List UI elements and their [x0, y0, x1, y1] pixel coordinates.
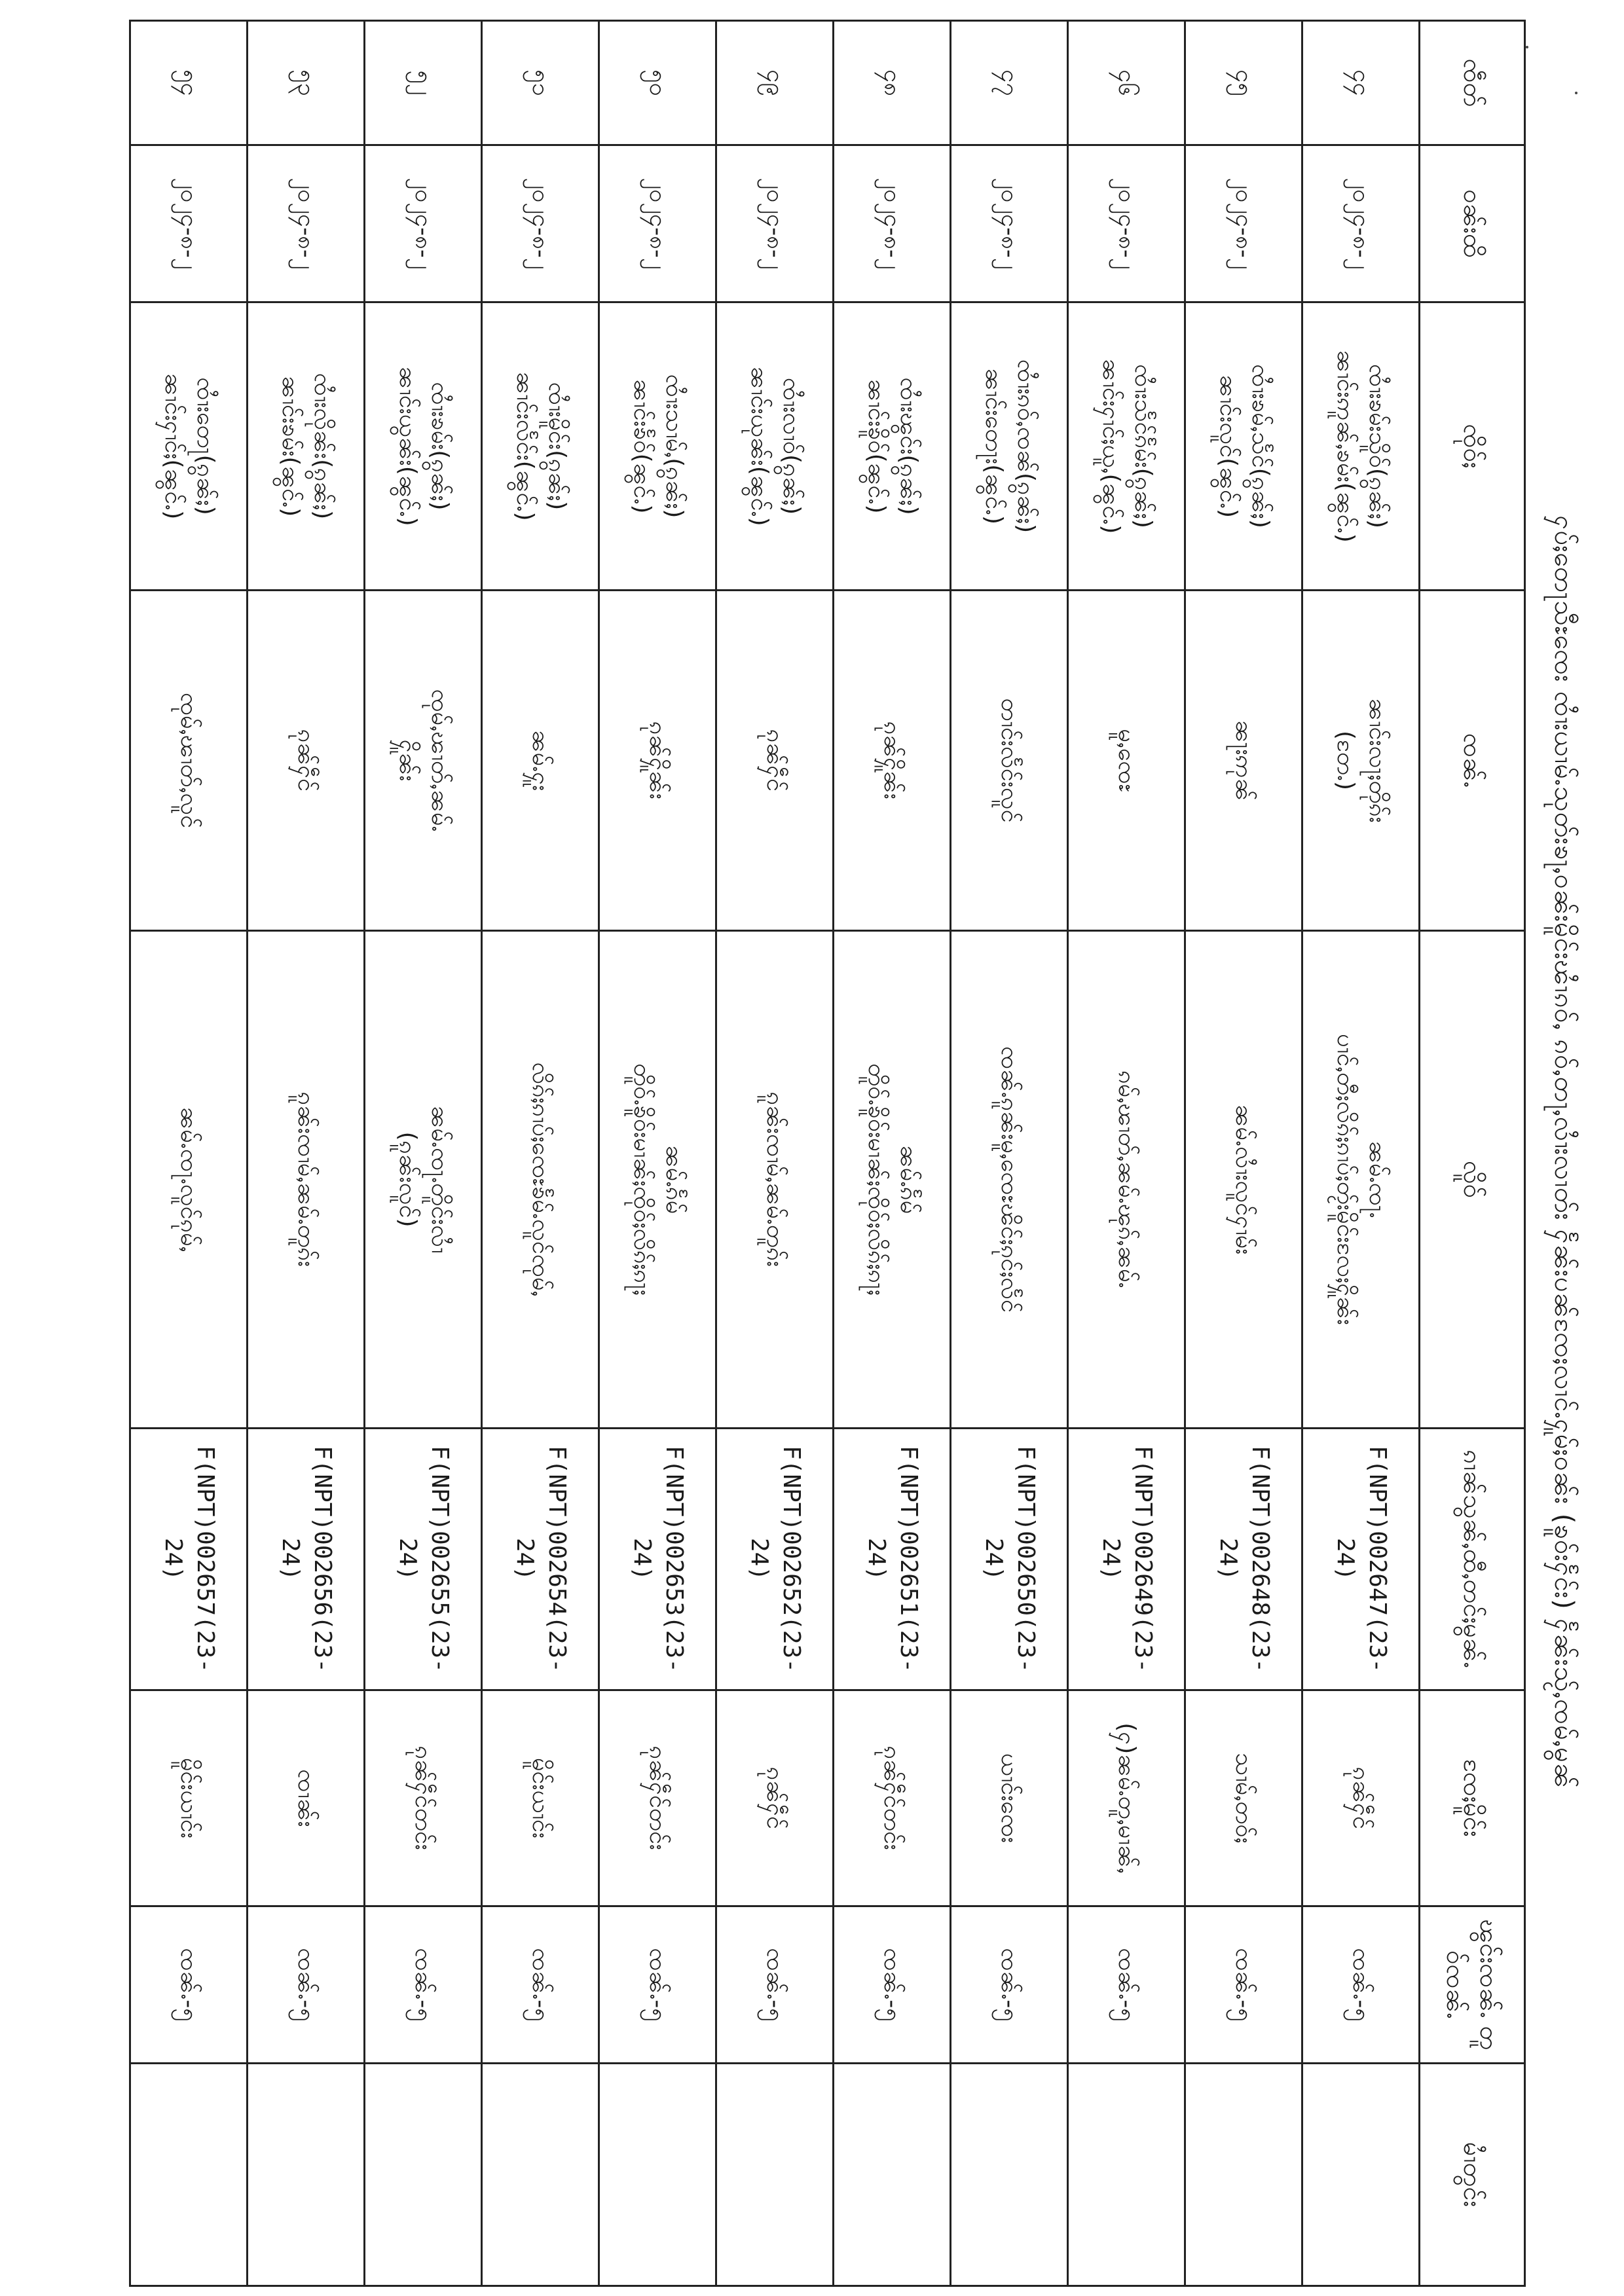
cell-name: ၸၢႆးသႅင်ၵႅမ်း(ၵွၼ်ႈ) ၼၢင်းႁၢင်ႈယူႇ(ၼွင်ႉ)	[1068, 302, 1185, 591]
cell-place: ၸၼ်ႉၵူၼ်းမူႇၸေႊၽိင်ႈၵုင်ႈလႅင်	[951, 931, 1068, 1429]
cell-township: မိူင်းယၢင်း	[130, 1690, 248, 1906]
register-sheet	[79, 20, 1598, 2285]
cell-name: ၸၢႆးၶမ်းသိူဝ်(ၵွၼ်ႈ) ၼၢင်းဢူၼ်ႇၶမ်း(ၼွင်ႉ)	[1302, 302, 1420, 591]
header-name: ၸိုဝ်ႈ	[1420, 302, 1525, 591]
cell-class: ၼမ်ႉႁူး	[482, 591, 599, 931]
cell-reg-no: F(NPT)002656(23-24)	[248, 1429, 365, 1690]
register-table	[129, 20, 1526, 2287]
document-title: ႁပ်ႈတေႃသီႊၸေး ၸၢႆးယၢမ်ႉသုတ်းၶႃႇဝၼ်းမိူင်းၽၢႆၵဝ်ႇ ၵဝ်ႇတႃႇလၢႆးလၢတ်း ႁႅၼ်းပၼ်ၸႄႈလၢင်ႉႁူမ်ႈဝၼ်း (ၶူဝ်းႁႅင်း) ႁႅၼ်းသႂ်ႇၸမ်ႇမွၼ်	[1549, 515, 1579, 1789]
cell-grade: ၸၼ်ႉ-၅	[482, 1906, 599, 2064]
cell-remark	[1068, 2064, 1185, 2286]
cell-date: ၂၀၂၄-၈-၂	[1185, 145, 1302, 302]
cell-class: ၼၢင်းလႃႈတိုၵ်း (တႄႉ)	[1302, 591, 1420, 931]
cell-date: ၂၀၂၄-၈-၂	[1302, 145, 1420, 302]
cell-class: ၵုၼ်ႁဵင်	[716, 591, 834, 931]
cell-class: ၵုၼ်ႁိူၼ်း	[599, 591, 716, 931]
cell-remark	[716, 2064, 834, 2286]
cell-place: ၼမ်ႉလၢႆးလူင်ႁၢမ်း	[1185, 931, 1302, 1429]
cell-date: ၂၀၂၄-၈-၂	[482, 145, 599, 302]
cell-reg-no: F(NPT)002655(23-24)	[365, 1429, 482, 1690]
cell-remark	[248, 2064, 365, 2286]
cell-reg-no: F(NPT)002648(23-24)	[1185, 1429, 1302, 1690]
cell-grade: ၸၼ်ႉ-၅	[1185, 1906, 1302, 2064]
cell-date: ၂၀၂၄-၈-၂	[248, 145, 365, 302]
cell-place: ၼမ်ႉၵႅမ် တိူဝ်ႉၶိူဝ်းမၢၼ်ႈၸိုဝ်ႈလိၵ်ႈၵႃႈ	[834, 931, 951, 1429]
header-remark: မၢႆတွင်း	[1420, 2064, 1525, 2286]
header-grade: ၽွင်းၸၼ်ႉ တူဝ်ၸၼ်ႉ	[1420, 1906, 1525, 2064]
cell-remark	[1185, 2064, 1302, 2286]
table-row	[1185, 21, 1302, 2286]
cell-grade: ၸၼ်ႉ-၅	[248, 1906, 365, 2064]
cell-township: ယၢင်းၸေး	[951, 1690, 1068, 1906]
table-row	[482, 21, 599, 2286]
cell-class: ၼႃးဢုၼ်	[1185, 591, 1302, 931]
header-place: လိူဝ်	[1420, 931, 1525, 1429]
cell-remark	[599, 2064, 716, 2286]
cell-no: ၄၆	[1068, 21, 1185, 145]
cell-date: ၂၀၂၄-၈-၂	[834, 145, 951, 302]
cell-name: ၸၢႆးၵဝ်ႇၸၼ်(ၵွၼ်ႈ) ၼၢင်းတေႃး(ၼွင်ႉ)	[951, 302, 1068, 591]
cell-class: ၸုမ်ႇၽၢတ်ႇလူင်	[130, 591, 248, 931]
cell-township: ၵုၼ်ႁဵင်	[716, 1690, 834, 1906]
cell-place: ၼမ်ႉၵႅမ် တိူဝ်ႉၶိူဝ်းမၢၼ်ႈၸိုဝ်ႈလိၵ်ႈၵႃႈ	[599, 931, 716, 1429]
cell-township: ၵုၼ်ႁဵင်တင်း	[599, 1690, 716, 1906]
cell-township: မိူင်းယၢင်း	[482, 1690, 599, 1906]
cell-reg-no: F(NPT)002649(23-24)	[1068, 1429, 1185, 1690]
cell-remark	[834, 2064, 951, 2286]
cell-no: ၄၅	[1185, 21, 1302, 145]
cell-place: ၵူၼ်းၸၢမ်ႇၼမ်ႉတူၵ်း	[716, 931, 834, 1429]
cell-class: မူႇၸေႊ	[1068, 591, 1185, 931]
header-no: ၸဵတ်	[1420, 21, 1525, 145]
cell-remark	[1302, 2064, 1420, 2286]
table-row	[951, 21, 1068, 2286]
cell-remark	[951, 2064, 1068, 2286]
table-row	[130, 21, 248, 2286]
cell-grade: ၸၼ်ႉ-၅	[1302, 1906, 1420, 2064]
cell-no: ၅၀	[599, 21, 716, 145]
header-date: ဝၼ်းထိ	[1420, 145, 1525, 302]
table-row	[248, 21, 365, 2286]
cell-reg-no: F(NPT)002653(23-24)	[599, 1429, 716, 1690]
table-row	[1068, 21, 1185, 2286]
cell-reg-no: F(NPT)002650(23-24)	[951, 1429, 1068, 1690]
cell-reg-no: F(NPT)002657(23-24)	[130, 1429, 248, 1690]
cell-name: ၸၢႆးလိုၼ်း(ၵွၼ်ႈ) ၼၢင်းၶမ်း(ၼွင်ႉ)	[248, 302, 365, 591]
cell-grade: ၸၼ်ႉ-၅	[951, 1906, 1068, 2064]
table-row	[1302, 21, 1420, 2286]
table-row	[599, 21, 716, 2286]
cell-class: တၢင်းလႅင်းလူင်	[951, 591, 1068, 931]
cell-date: ၂၀၂၄-၈-၂	[716, 145, 834, 302]
cell-township: ၵုၼ်ႁဵင်	[1302, 1690, 1420, 1906]
cell-reg-no: F(NPT)002652(23-24)	[716, 1429, 834, 1690]
cell-township: ၸၢၼ်း	[248, 1690, 365, 1906]
header-reg-no: ၵၢၼ်သွၼ်ႇထီႇတင်ႈမွၼ်ႉ	[1420, 1429, 1525, 1690]
header-class: ၸၼ်ႉ	[1420, 591, 1525, 931]
cell-class: ၸုမ်ႇၽၢတ်ႇၼမ်ႉ ႁိူၼ်း	[365, 591, 482, 931]
cell-no: ၅၁	[482, 21, 599, 145]
cell-class: ၵုၼ်ႁဵင်	[248, 591, 365, 931]
cell-remark	[482, 2064, 599, 2286]
cell-class: ၵုၼ်ႁိူၼ်း	[834, 591, 951, 931]
cell-name: ၸၢႆးတေႃ(ၵွၼ်ႈ) ၼၢင်းႁၢင်ႈ(ၼွင်ႉ)	[130, 302, 248, 591]
cell-name: ၸၢႆးၶမ်ႇသႅင်(ၵွၼ်ႈ) ၼၢင်းလူင်(ၼွင်ႉ)	[1185, 302, 1302, 591]
cell-remark	[130, 2064, 248, 2286]
cell-no: ၅၄	[130, 21, 248, 145]
cell-name: ၸၢႆးလၢဝ်(ၵွၼ်ႈ) ၼၢင်းယုၼ်း(ၼွင်ႉ)	[716, 302, 834, 591]
cell-grade: ၸၼ်ႉ-၅	[834, 1906, 951, 2064]
cell-grade: ၸၼ်ႉ-၅	[1068, 1906, 1185, 2064]
cell-name: ၸၢႆးမိူင်း(ၵွၼ်ႈ) ၼၢင်းလႅင်း(ၼွင်ႉ)	[482, 302, 599, 591]
cell-reg-no: F(NPT)002651(23-24)	[834, 1429, 951, 1690]
cell-no: ၄၈	[834, 21, 951, 145]
cell-name: ၸၢႆးၽွင်း(ၵွၼ်ႈ) ၼၢင်းၶိူဝ်(ၼွင်ႉ)	[834, 302, 951, 591]
cell-date: ၂၀၂၄-၈-၂	[130, 145, 248, 302]
cell-reg-no: F(NPT)002647(23-24)	[1302, 1429, 1420, 1690]
cell-place: လိၵ်ႈၵၢပ်ႈၸေႊၶႅမ်ႉလူင်ၸုမ်ႇ	[482, 931, 599, 1429]
table-row	[716, 21, 834, 2286]
cell-name: ၸၢႆးၶမ်း(ၵွၼ်ႈ) ၼၢင်းယွၼ်း(ၼွင်ႉ)	[365, 302, 482, 591]
cell-no: ၅၃	[248, 21, 365, 145]
cell-place: ၵမ်ႇၽၢတ်ႇၼမ်ႉၽုၵ်ႇၼမ်ႉ	[1068, 931, 1185, 1429]
header-township: ၸႄႈမိူင်း	[1420, 1690, 1525, 1906]
cell-no: ၄၄	[1302, 21, 1420, 145]
scan-speck	[1526, 46, 1528, 48]
cell-date: ၂၀၂၄-၈-၂	[365, 145, 482, 302]
cell-grade: ၸၼ်ႉ-၅	[130, 1906, 248, 2064]
header-row	[1420, 21, 1525, 2286]
cell-no: ၄၇	[951, 21, 1068, 145]
cell-township: ၵုၼ်ႁဵင်တင်း	[834, 1690, 951, 1906]
cell-no: ၄၉	[716, 21, 834, 145]
cell-date: ၂၀၂၄-၈-၂	[951, 145, 1068, 302]
cell-grade: ၸၼ်ႉ-၅	[365, 1906, 482, 2064]
cell-township: (ႁ)ၼမ်ႉတူႇမၢၼ်ႇ	[1068, 1690, 1185, 1906]
cell-township: ၵုၼ်ႁဵင်တင်း	[365, 1690, 482, 1906]
cell-date: ၂၀၂၄-၈-၂	[1068, 145, 1185, 302]
cell-remark	[365, 2064, 482, 2286]
cell-grade: ၸၼ်ႉ-၅	[716, 1906, 834, 2064]
cell-place: ၵူၼ်းၸၢမ်ႇၼမ်ႉတူၵ်း	[248, 931, 365, 1429]
cell-place: ၼမ်ႉၸႃႉလူင်ၵုမ်ႇ	[130, 931, 248, 1429]
cell-township: သၢမ်ႇတဝ်ႈ	[1185, 1690, 1302, 1906]
table-row	[834, 21, 951, 2286]
cell-date: ၂၀၂၄-၈-၂	[599, 145, 716, 302]
cell-reg-no: F(NPT)002654(23-24)	[482, 1429, 599, 1690]
cell-place: ၼမ်ႉၸႃႉ ပၢင်ႇတီႈလိၵ်ႈၵၢပ်ႈတႂ်းမိူင်းလႄႈႁိူၼ်း	[1302, 931, 1420, 1429]
cell-no: ၅၂	[365, 21, 482, 145]
cell-place: ၼမ်ႉၸႃႉတိူင်းလၢႆ (ၵူၼ်းလူင်)	[365, 931, 482, 1429]
table-row	[365, 21, 482, 2286]
scan-speck	[1575, 92, 1578, 94]
cell-name: ၸၢႆးသၢမ်ႇ(ၵွၼ်ႈ) ၼၢင်းၶႅဝ်(ၼွင်ႉ)	[599, 302, 716, 591]
cell-grade: ၸၼ်ႉ-၅	[599, 1906, 716, 2064]
